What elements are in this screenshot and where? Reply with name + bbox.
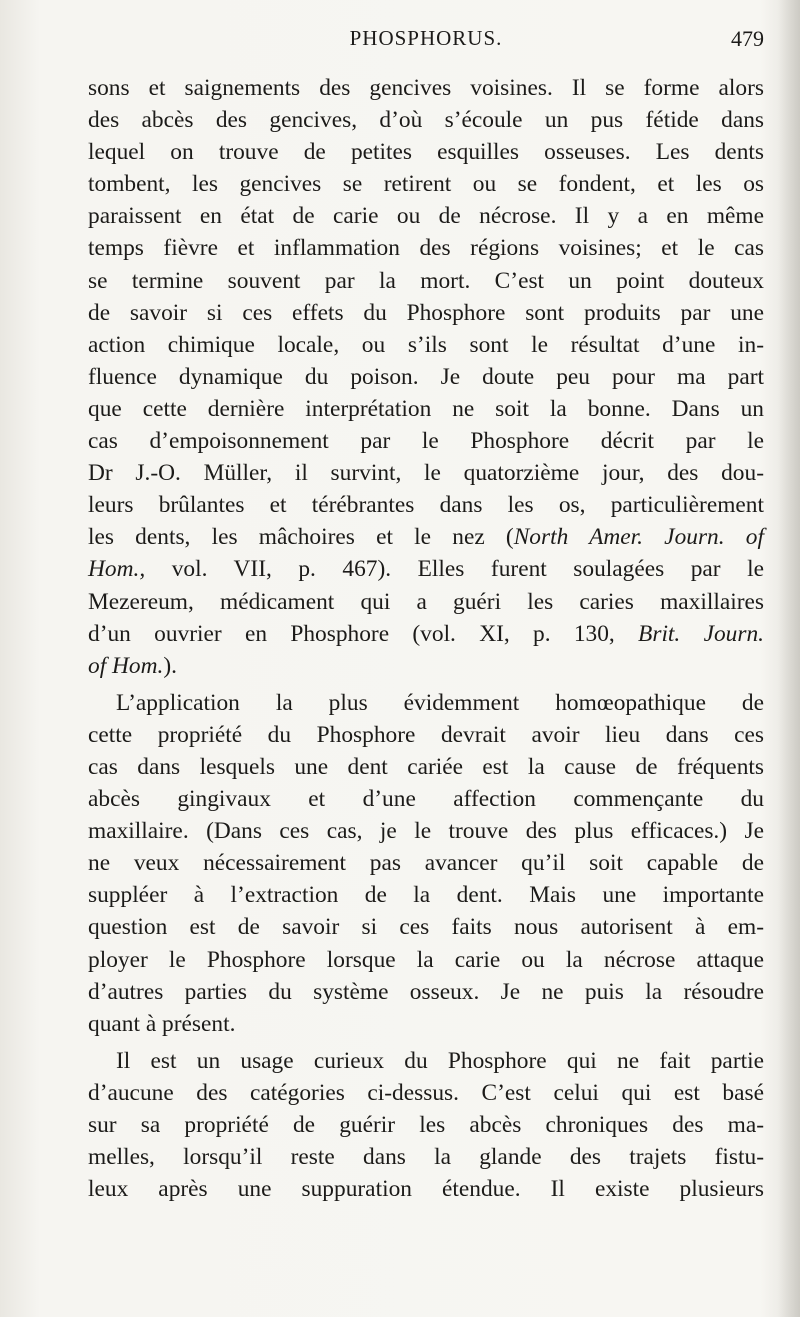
text-line: des abcès des gencives, d’où s’écoule un pus fétide dans	[88, 107, 764, 134]
text-line: cette propriété du Phosphore devrait avoir lieu dans ces	[88, 721, 764, 748]
text-line: action chimique locale, ou s’ils sont le résultat d’une in-	[88, 331, 764, 358]
text-line: paraissent en état de carie ou de nécrose. Il y a en même	[88, 203, 764, 230]
text-line: Dr J.-O. Müller, il survint, le quatorzième jour, des dou-	[88, 460, 764, 487]
text-line: ne veux nécessairement pas avancer qu’il soit capable de	[88, 850, 764, 877]
text-line: suppléer à l’extraction de la dent. Mais une importante	[88, 882, 764, 909]
text-line: de savoir si ces effets du Phosphore sont produits par une	[88, 299, 764, 326]
text-line: of Hom.).	[88, 652, 178, 679]
text-line: cas d’empoisonnement par le Phosphore décrit par le	[88, 428, 764, 455]
text-line: se termine souvent par la mort. C’est un point douteux	[88, 267, 764, 294]
text-line: abcès gingivaux et d’une affection commençante du	[88, 786, 764, 813]
text-line: question est de savoir si ces faits nous autorisent à em-	[88, 914, 764, 941]
text-line: sons et saignements des gencives voisines. Il se forme alors	[88, 75, 764, 101]
text-line: d’autres parties du système osseux. Je ne puis la résoudre	[88, 978, 764, 1005]
text-line: ployer le Phosphore lorsque la carie ou la nécrose attaque	[88, 946, 764, 973]
page-header	[88, 26, 764, 62]
text-line: L’application la plus évidemment homœopathique de	[116, 689, 764, 716]
running-head: PHOSPHORUS.	[349, 26, 503, 50]
text-line: leurs brûlantes et térébrantes dans les os, particulièrement	[88, 492, 764, 519]
paragraph-2	[88, 687, 764, 1040]
text-line: fluence dynamique du poison. Je doute peu pour ma part	[88, 363, 764, 390]
paragraph-1	[88, 72, 764, 682]
text-line: d’aucune des catégories ci-dessus. C’est celui qui est basé	[88, 1079, 764, 1106]
text-line: leux après une suppuration étendue. Il existe plusieurs	[88, 1176, 764, 1203]
body-text	[88, 72, 764, 1205]
text-line: melles, lorsqu’il reste dans la glande des trajets fistu-	[88, 1144, 764, 1171]
text-line: cas dans lesquels une dent cariée est la cause de fréquents	[88, 753, 764, 780]
text-line: temps fièvre et inflammation des régions voisines; et le cas	[88, 235, 764, 262]
text-line: Il est un usage curieux du Phosphore qui ne fait partie	[116, 1047, 764, 1074]
paragraph-3	[88, 1045, 764, 1205]
text-line: Mezereum, médicament qui a guéri les caries maxillaires	[88, 588, 764, 615]
text-line: Hom., vol. VII, p. 467). Elles furent soulagées par le	[88, 556, 764, 583]
page-number: 479	[731, 26, 764, 51]
text-line: sur sa propriété de guérir les abcès chroniques des ma-	[88, 1112, 764, 1138]
text-line: que cette dernière interprétation ne soit la bonne. Dans un	[88, 395, 764, 422]
text-line: lequel on trouve de petites esquilles osseuses. Les dents	[88, 139, 764, 166]
text-line: les dents, les mâchoires et le nez (North Amer. Journ. of	[88, 524, 764, 551]
text-line: quant à présent.	[88, 1010, 236, 1037]
text-line: tombent, les gencives se retirent ou se fondent, et les os	[88, 171, 764, 198]
text-line: maxillaire. (Dans ces cas, je le trouve des plus efficaces.) Je	[88, 818, 764, 845]
page-edge-shadow	[778, 0, 800, 1317]
text-line: d’un ouvrier en Phosphore (vol. XI, p. 130, Brit. Journ.	[88, 620, 764, 647]
